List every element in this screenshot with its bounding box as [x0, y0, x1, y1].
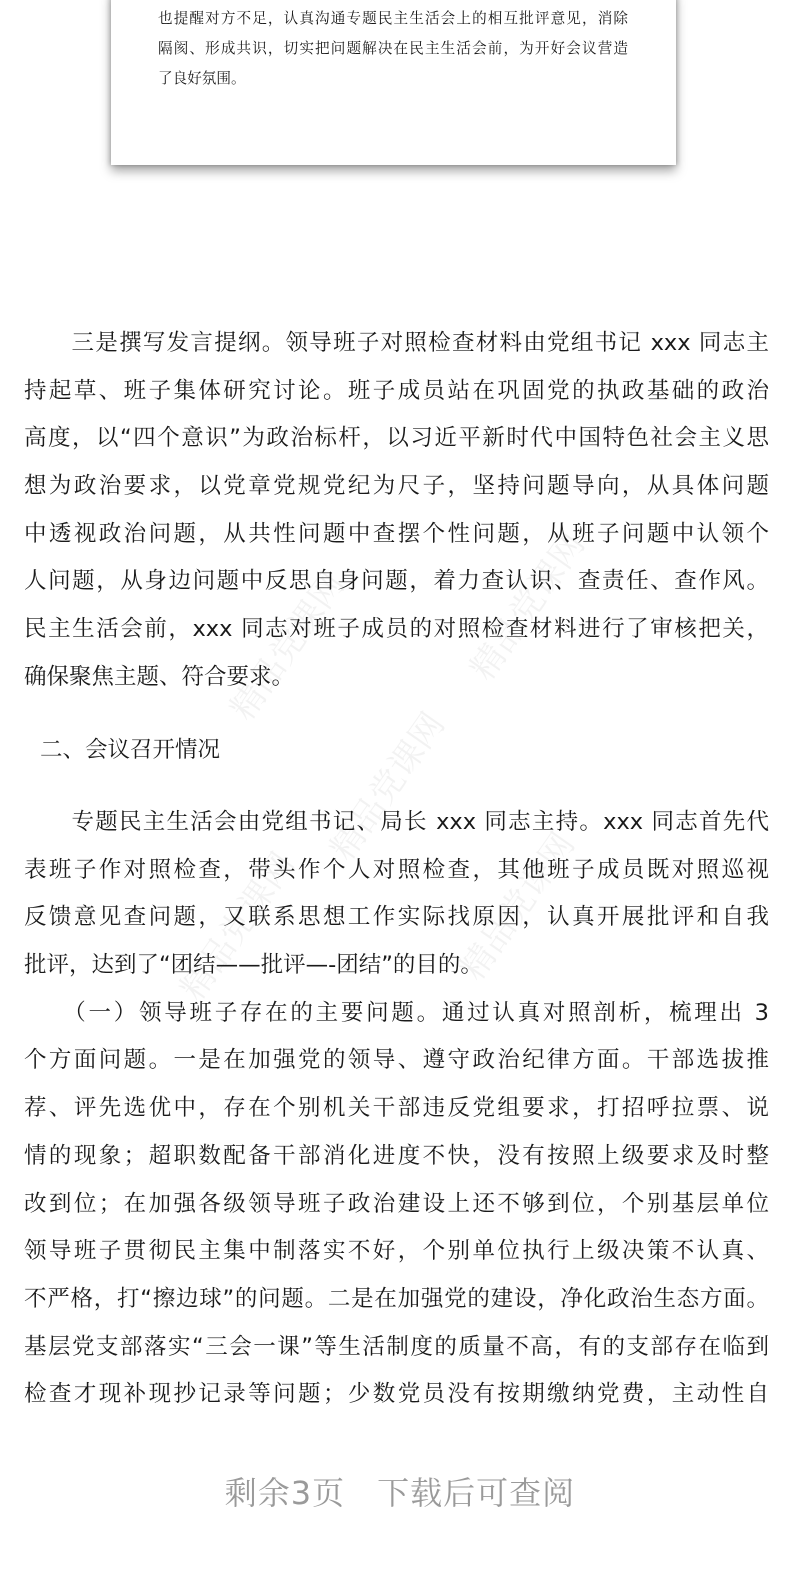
preview-page-text	[158, 4, 628, 94]
text-line: 检查才现补现抄记录等问题；少数党员没有按期缴纳党费，主动性自	[24, 1381, 769, 1408]
text-line: 三是撰写发言提纲。领导班子对照检查材料由党组书记 xxx 同志主	[24, 330, 769, 356]
watermark: 精品党课网	[462, 525, 594, 688]
text-line: 中透视政治问题，从共性问题中查摆个性问题，从班子问题中认领个	[24, 520, 769, 547]
text-line: 想为政治要求，以党章党规党纪为尺子，坚持问题导向，从具体问题	[24, 473, 769, 500]
text-line: 情的现象；超职数配备干部消化进度不快，没有按照上级要求及时整	[24, 1142, 769, 1169]
watermark: 精品党课网	[452, 825, 584, 988]
text-line: 改到位；在加强各级领导班子政治建设上还不够到位，个别基层单位	[24, 1190, 769, 1217]
section-heading: 二、会议召开情况	[40, 737, 221, 763]
preview-page-card	[111, 0, 676, 165]
paragraph-drafting-outline	[24, 320, 769, 702]
text-line: 批评，达到了“团结——批评—-团结”的目的。	[24, 952, 483, 979]
text-line: 荐、评先选优中，存在个别机关干部违反党组要求，打招呼拉票、说	[24, 1095, 769, 1122]
watermark: 精品党课网	[322, 705, 454, 868]
text-line: 确保聚焦主题、符合要求。	[24, 663, 295, 690]
text-line: 领导班子贯彻民主集中制落实不好，个别单位执行上级决策不认真、	[24, 1238, 769, 1265]
text-line: 表班子作对照检查，带头作个人对照检查，其他班子成员既对照巡视	[24, 856, 769, 883]
text-line: 隔阂、形成共识，切实把问题解决在民主生活会前，为开好会议营造	[158, 40, 628, 57]
download-prompt[interactable]	[0, 1468, 800, 1514]
text-line: 人问题，从身边问题中反思自身问题，着力查认识、查责任、查作风。	[24, 568, 769, 595]
text-line: 了良好氛围。	[158, 70, 246, 87]
text-line: 个方面问题。一是在加强党的领导、遵守政治纪律方面。干部选拔推	[24, 1047, 769, 1074]
text-line: 专题民主生活会由党组书记、局长 xxx 同志主持。xxx 同志首先代	[24, 809, 769, 835]
text-line: 基层党支部落实“三会一课”等生活制度的质量不高，有的支部存在临到	[24, 1333, 769, 1360]
text-line: 不严格，打“擦边球”的问题。二是在加强党的建设，净化政治生态方面。	[24, 1285, 769, 1312]
watermark: 精品党课网	[222, 565, 354, 728]
text-line: 也提醒对方不足，认真沟通专题民主生活会上的相互批评意见，消除	[158, 10, 628, 27]
text-line: 高度，以“四个意识”为政治标杆，以习近平新时代中国特色社会主义思	[24, 425, 769, 452]
text-line: （一）领导班子存在的主要问题。通过认真对照剖析，梳理出 3	[24, 999, 769, 1026]
download-to-view-label[interactable]: 下载后可查阅	[377, 1474, 576, 1512]
text-line: 民主生活会前，xxx 同志对班子成员的对照检查材料进行了审核把关，	[24, 616, 769, 643]
text-line: 反馈意见查问题，又联系思想工作实际找原因，认真开展批评和自我	[24, 904, 769, 931]
remaining-pages-label: 剩余3页	[224, 1474, 346, 1512]
text-line: 持起草、班子集体研究讨论。班子成员站在巩固党的执政基础的政治	[24, 377, 769, 404]
paragraph-meeting-details	[24, 799, 769, 1419]
watermark: 精品党课网	[172, 845, 304, 1008]
